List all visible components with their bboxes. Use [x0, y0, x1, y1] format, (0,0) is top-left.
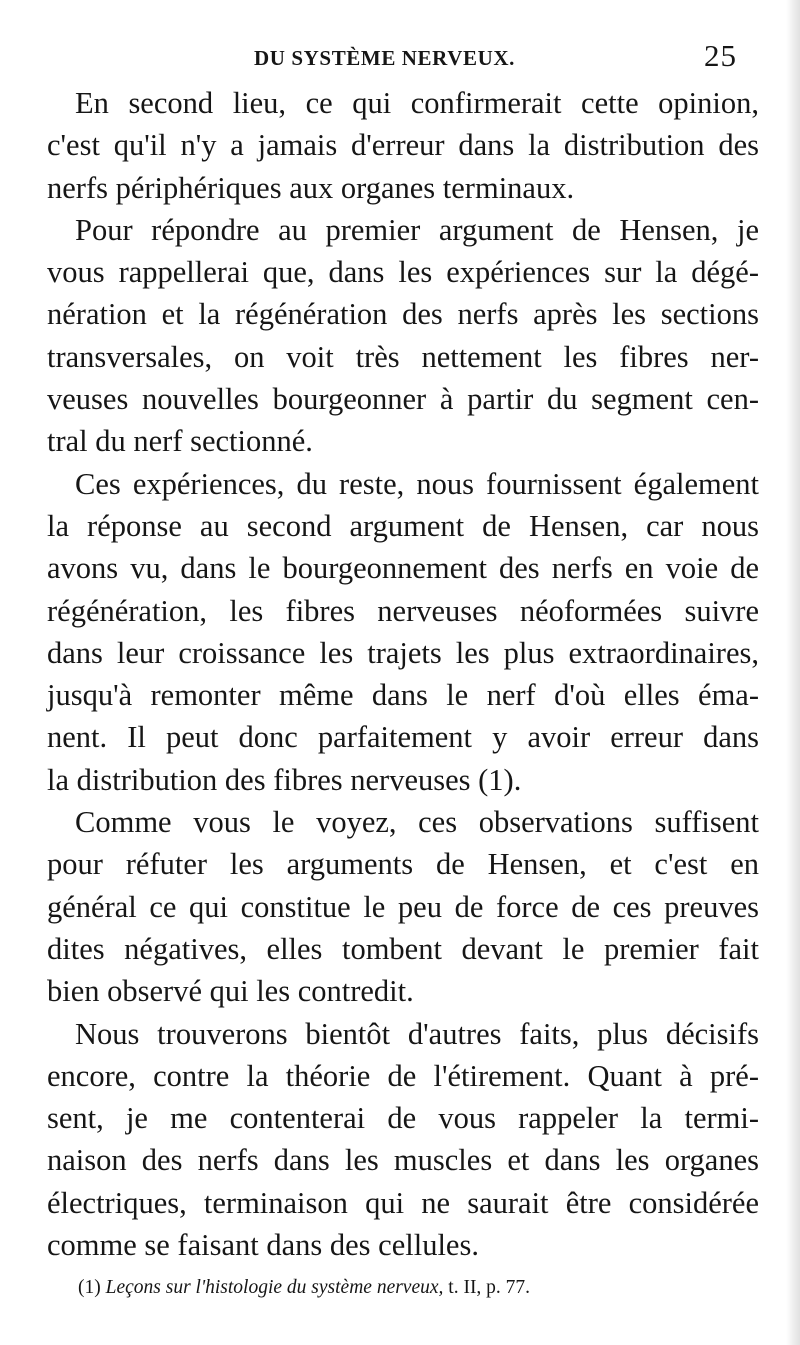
text-line: avons vu, dans le bourgeonnement des nerfs en voie de [47, 551, 759, 586]
text-line: dites négatives, elles tombent devant le premier fait [47, 931, 759, 966]
page-edge-shadow [786, 0, 800, 1345]
text-line: nent. Il peut donc parfaitement y avoir erreur dans [47, 720, 759, 755]
text-line: la réponse au second argument de Hensen, car nous [47, 508, 759, 543]
text-line: général ce qui constitue le peu de force de ces preuves [47, 889, 759, 924]
paragraph [47, 1013, 759, 1267]
text-line: pour réfuter les arguments de Hensen, et c'est en [47, 847, 759, 882]
footnote-marker: (1) [78, 1277, 101, 1298]
text-line: naison des nerfs dans les muscles et dans les organes [47, 1143, 759, 1178]
text-line: électriques, terminaison qui ne saurait être considérée [47, 1185, 759, 1220]
text-line: sent, je me contenterai de vous rappeler la termi- [47, 1101, 759, 1136]
text-line: dans leur croissance les trajets les plus extraordinaires, [47, 635, 759, 670]
text-line: jusqu'à remonter même dans le nerf d'où elles éma- [47, 678, 759, 713]
text-line: Ces expériences, du reste, nous fournissent également [75, 466, 759, 501]
footnote-reference: t. II, p. 77. [448, 1277, 531, 1298]
text-line: nération et la régénération des nerfs après les sections [47, 297, 759, 332]
text-line: encore, contre la théorie de l'étirement. Quant à pré- [47, 1058, 759, 1093]
text-line: tral du nerf sectionné. [47, 424, 313, 459]
footnote [78, 1277, 530, 1299]
text-line: vous rappellerai que, dans les expériences sur la dégé- [47, 255, 759, 290]
text-line: comme se faisant dans des cellules. [47, 1228, 479, 1263]
paragraph [47, 209, 759, 463]
text-line: Comme vous le voyez, ces observations suffisent [75, 805, 759, 840]
text-line: régénération, les fibres nerveuses néoformées suivre [47, 593, 759, 628]
text-line: Pour répondre au premier argument de Hensen, je [75, 212, 759, 247]
text-line: transversales, on voit très nettement les fibres ner- [47, 339, 759, 374]
text-line: En second lieu, ce qui confirmerait cette opinion, [75, 86, 759, 120]
body-text [47, 82, 759, 1266]
page-number: 25 [704, 38, 737, 73]
running-head-title: DU SYSTÈME NERVEUX. [254, 46, 515, 70]
text-line: Nous trouverons bientôt d'autres faits, plus décisifs [75, 1016, 759, 1051]
paragraph [47, 463, 759, 801]
text-line: c'est qu'il n'y a jamais d'erreur dans la distribution des [47, 128, 759, 163]
paragraph [47, 801, 759, 1012]
running-head [0, 38, 800, 74]
text-line: nerfs périphériques aux organes terminaux. [47, 170, 575, 205]
text-line: veuses nouvelles bourgeonner à partir du segment cen- [47, 382, 759, 417]
footnote-title: Leçons sur l'histologie du système nerveux, [105, 1277, 444, 1298]
text-line: la distribution des fibres nerveuses (1). [47, 762, 522, 797]
text-line: bien observé qui les contredit. [47, 974, 414, 1009]
paragraph [47, 82, 759, 209]
